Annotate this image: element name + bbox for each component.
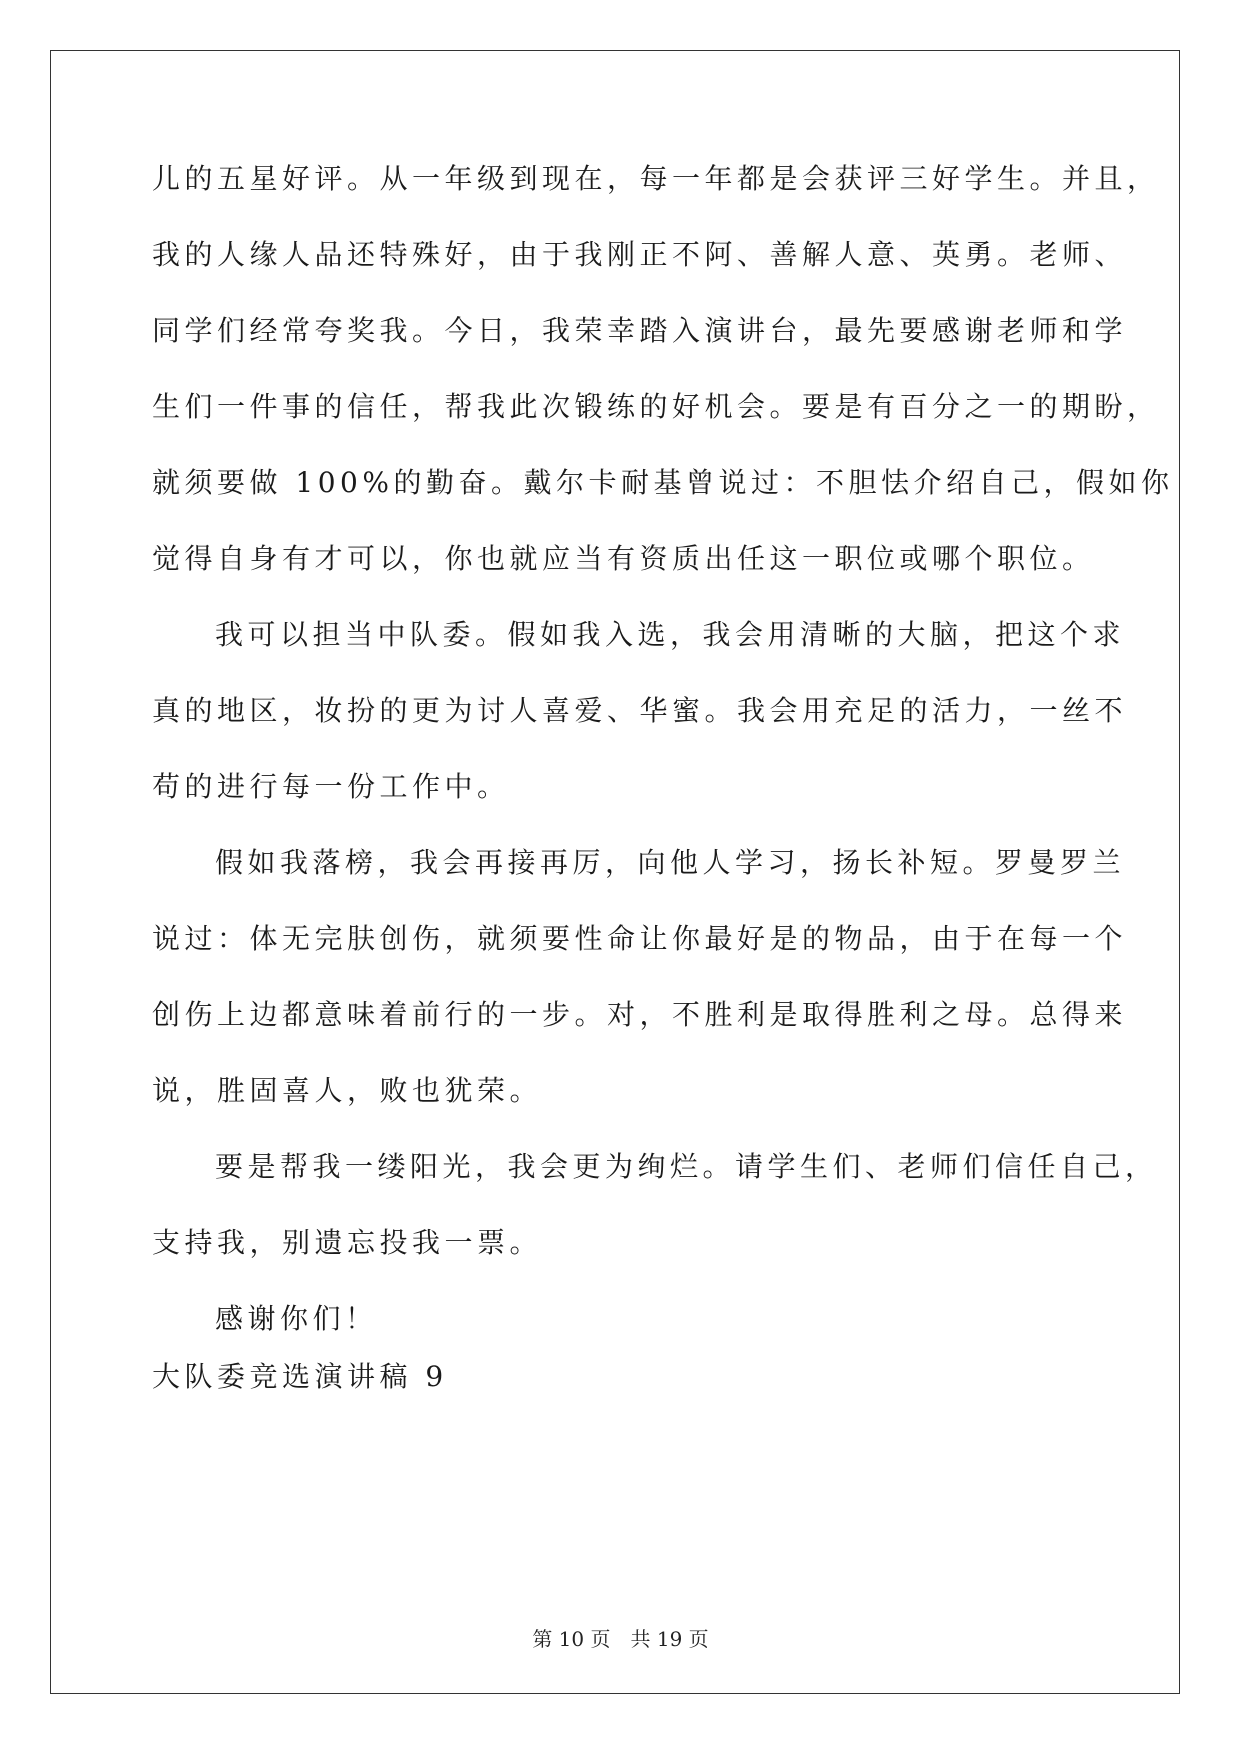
page-number-current: 第 10 页	[532, 1627, 611, 1651]
paragraph-line: 要是帮我一缕阳光，我会更为绚烂。请学生们、老师们信任自己，	[215, 1150, 1158, 1183]
paragraph-line: 生们一件事的信任，帮我此次锻练的好机会。要是有百分之一的期盼，	[152, 390, 1160, 423]
page-number-total: 共 19 页	[630, 1627, 709, 1651]
paragraph-line: 我可以担当中队委。假如我入选，我会用清晰的大脑，把这个求	[215, 618, 1126, 651]
paragraph-line: 支持我，别遗忘投我一票。	[152, 1226, 543, 1259]
paragraph-line: 创伤上边都意味着前行的一步。对，不胜利是取得胜利之母。总得来	[152, 998, 1128, 1031]
paragraph-line: 假如我落榜，我会再接再厉，向他人学习，扬长补短。罗曼罗兰	[215, 846, 1126, 879]
paragraph-line: 就须要做 100%的勤奋。戴尔卡耐基曾说过：不胆怯介绍自己，假如你	[152, 466, 1174, 499]
document-body	[152, 162, 1174, 1439]
paragraph-line: 苟的进行每一份工作中。	[152, 770, 510, 803]
section-heading: 大队委竞选演讲稿 9	[152, 1360, 448, 1393]
paragraph-line: 说过：体无完肤创伤，就须要性命让你最好是的物品，由于在每一个	[152, 922, 1128, 955]
paragraph-line: 我的人缘人品还特殊好，由于我刚正不阿、善解人意、英勇。老师、	[152, 238, 1128, 271]
paragraph-line: 儿的五星好评。从一年级到现在，每一年都是会获评三好学生。并且，	[152, 162, 1160, 195]
paragraph-line: 真的地区，妆扮的更为讨人喜爱、华蜜。我会用充足的活力，一丝不	[152, 694, 1128, 727]
paragraph-line: 觉得自身有才可以，你也就应当有资质出任这一职位或哪个职位。	[152, 542, 1095, 575]
paragraph-line: 说，胜固喜人，败也犹荣。	[152, 1074, 543, 1107]
page-footer	[0, 1623, 1241, 1652]
paragraph-line: 同学们经常夸奖我。今日，我荣幸踏入演讲台，最先要感谢老师和学	[152, 314, 1128, 347]
closing-line: 感谢你们！	[215, 1302, 378, 1335]
